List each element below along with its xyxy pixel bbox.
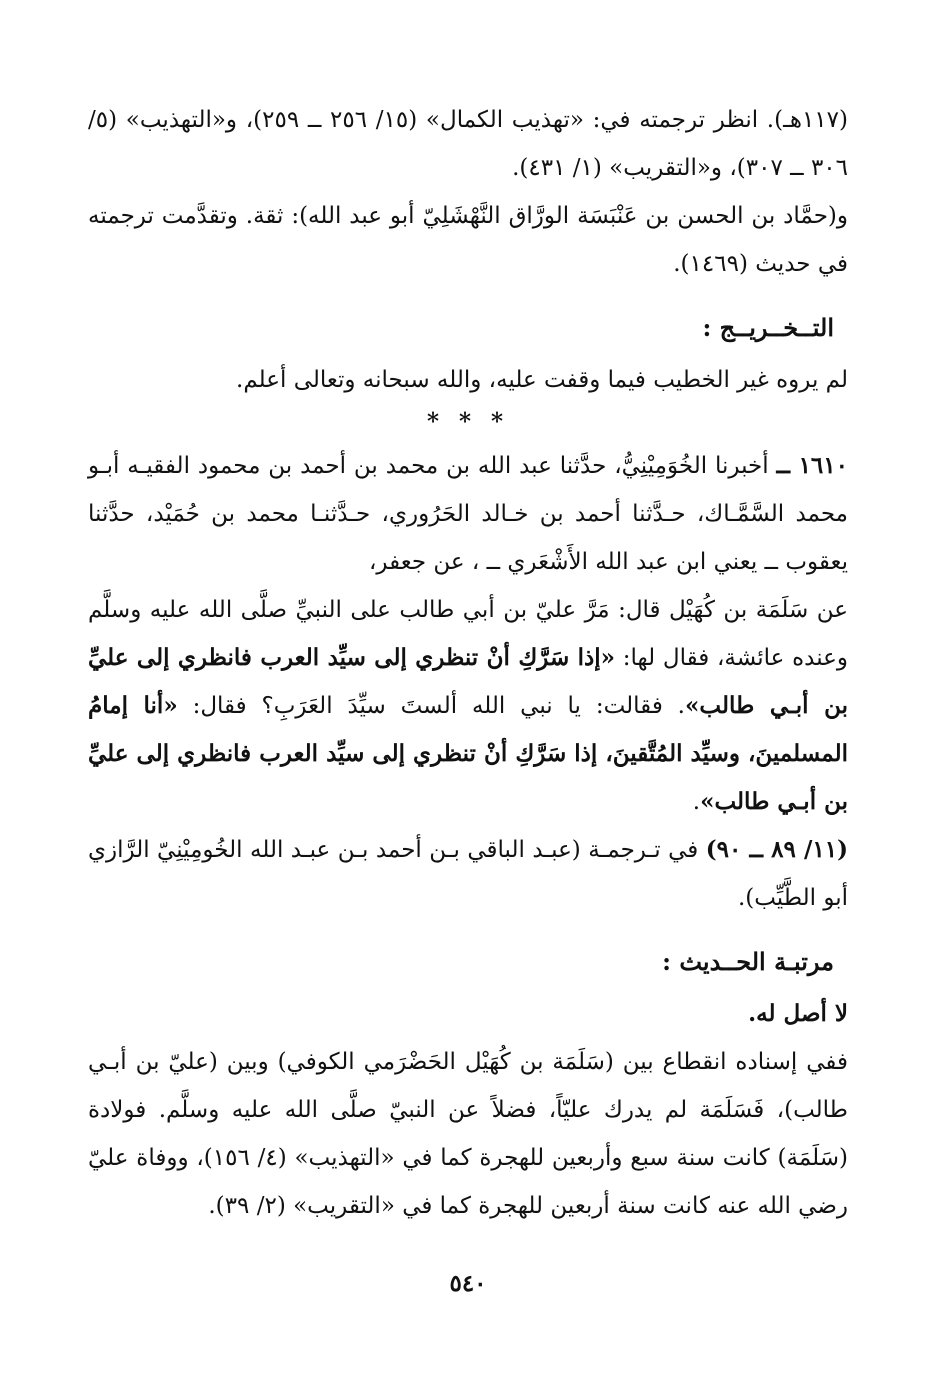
isnad-text: أخبرنا الخُوَمِيْنِيُّ، حدَّثنا عبد الله بن محمد بن أحمد بن محمود الفقيـه أبـو محمد السَّمَّـاك، حـدَّثنا أحمد بن خـالد الحَرُوري، حـدَّثنـا محمد بن حُمَيْد، حدَّثنا يعقوب ــ يعني ابن عبد الله الأَشْعَري ــ ، عن جعفر، — [88, 453, 848, 575]
paragraph-explanation: ففي إسناده انقطاع بين (سَلَمَة بن كُهَيْل الحَضْرَمي الكوفي) وبين (عليّ بن أبـي طالب)، فَسَلَمَة لم يدرك عليّاً، فضلاً عن النبيّ صلَّى الله عليه وسلَّم. فولادة (سَلَمَة) كانت سنة سبع وأربعين للهجرة كما في «التهذيب» (٤/ ١٥٦)، ووفاة عليّ رضي الله عنه كانت سنة أربعين للهجرة كما في «التقريب» (٢/ ٣٩). — [88, 1049, 848, 1219]
page-body — [88, 96, 848, 1230]
matn-middle: . فقالت: يا نبي الله ألستَ سيِّدَ العَرَبِ؟ فقال: — [177, 693, 685, 719]
matn-end: . — [692, 789, 701, 815]
page-number: ٥٤٠ — [449, 1270, 487, 1297]
paragraph-source — [88, 826, 848, 922]
section-divider-stars: * * * — [426, 408, 510, 435]
paragraph-isnad — [88, 442, 848, 586]
paragraph-references: (١١٧هـ). انظر ترجمته في: «تهذيب الكمال» (١٥/ ٢٥٦ ــ ٢٥٩)، و«التهذيب» (٥/ ٣٠٦ ــ ٣٠٧)، و«التقريب» (١/ ٤٣١). — [88, 107, 848, 181]
source-text: في تـرجمـة (عبـد الباقي بـن أحمد بـن عبـد الله الخُومِيْنِيّ الرَّازي أبو الطَّيِّب). — [88, 837, 848, 911]
hadith-number: ١٦١٠ ــ — [776, 452, 848, 479]
paragraph-matn — [88, 586, 848, 826]
paragraph-takhrij: لم يروه غير الخطيب فيما وقفت عليه، والله سبحانه وتعالى أعلم. — [236, 367, 848, 393]
paragraph-narrator-hammad: و(حمَّاد بن الحسن بن عَنْبَسَة الورَّاق النَّهْشَلِيّ أبو عبد الله): ثقة. وتقدَّمت ترجمته في حديث (١٤٦٩). — [88, 203, 848, 277]
heading-takhrij: التــخــريــج : — [702, 313, 834, 342]
matn-intro: عن سَلَمَة بن كُهَيْل قال: مَرَّ عليّ بن أبي طالب على النبيِّ صلَّى الله عليه وسلَّم وعنده عائشة، فقال لها: — [88, 597, 848, 671]
matn-quote-2: «أنا إمامُ المسلمينَ، وسيِّد المُتَّقينَ، إذا سَرَّكِ أنْ تنظري إلى سيِّد العرب فانظري إلى عليِّ بن أبـي طالب» — [88, 692, 848, 815]
source-volume-pages: (١١/ ٨٩ ــ ٩٠) — [705, 836, 848, 863]
matn-quote-1: «إذا سَرَّكِ أنْ تنظري إلى سيِّد العرب فانظري إلى عليِّ بن أبـي طالب» — [88, 644, 849, 719]
verdict-text: لا أصل له. — [748, 1000, 848, 1027]
heading-rutba: مرتبـة الحــديث : — [662, 947, 834, 976]
